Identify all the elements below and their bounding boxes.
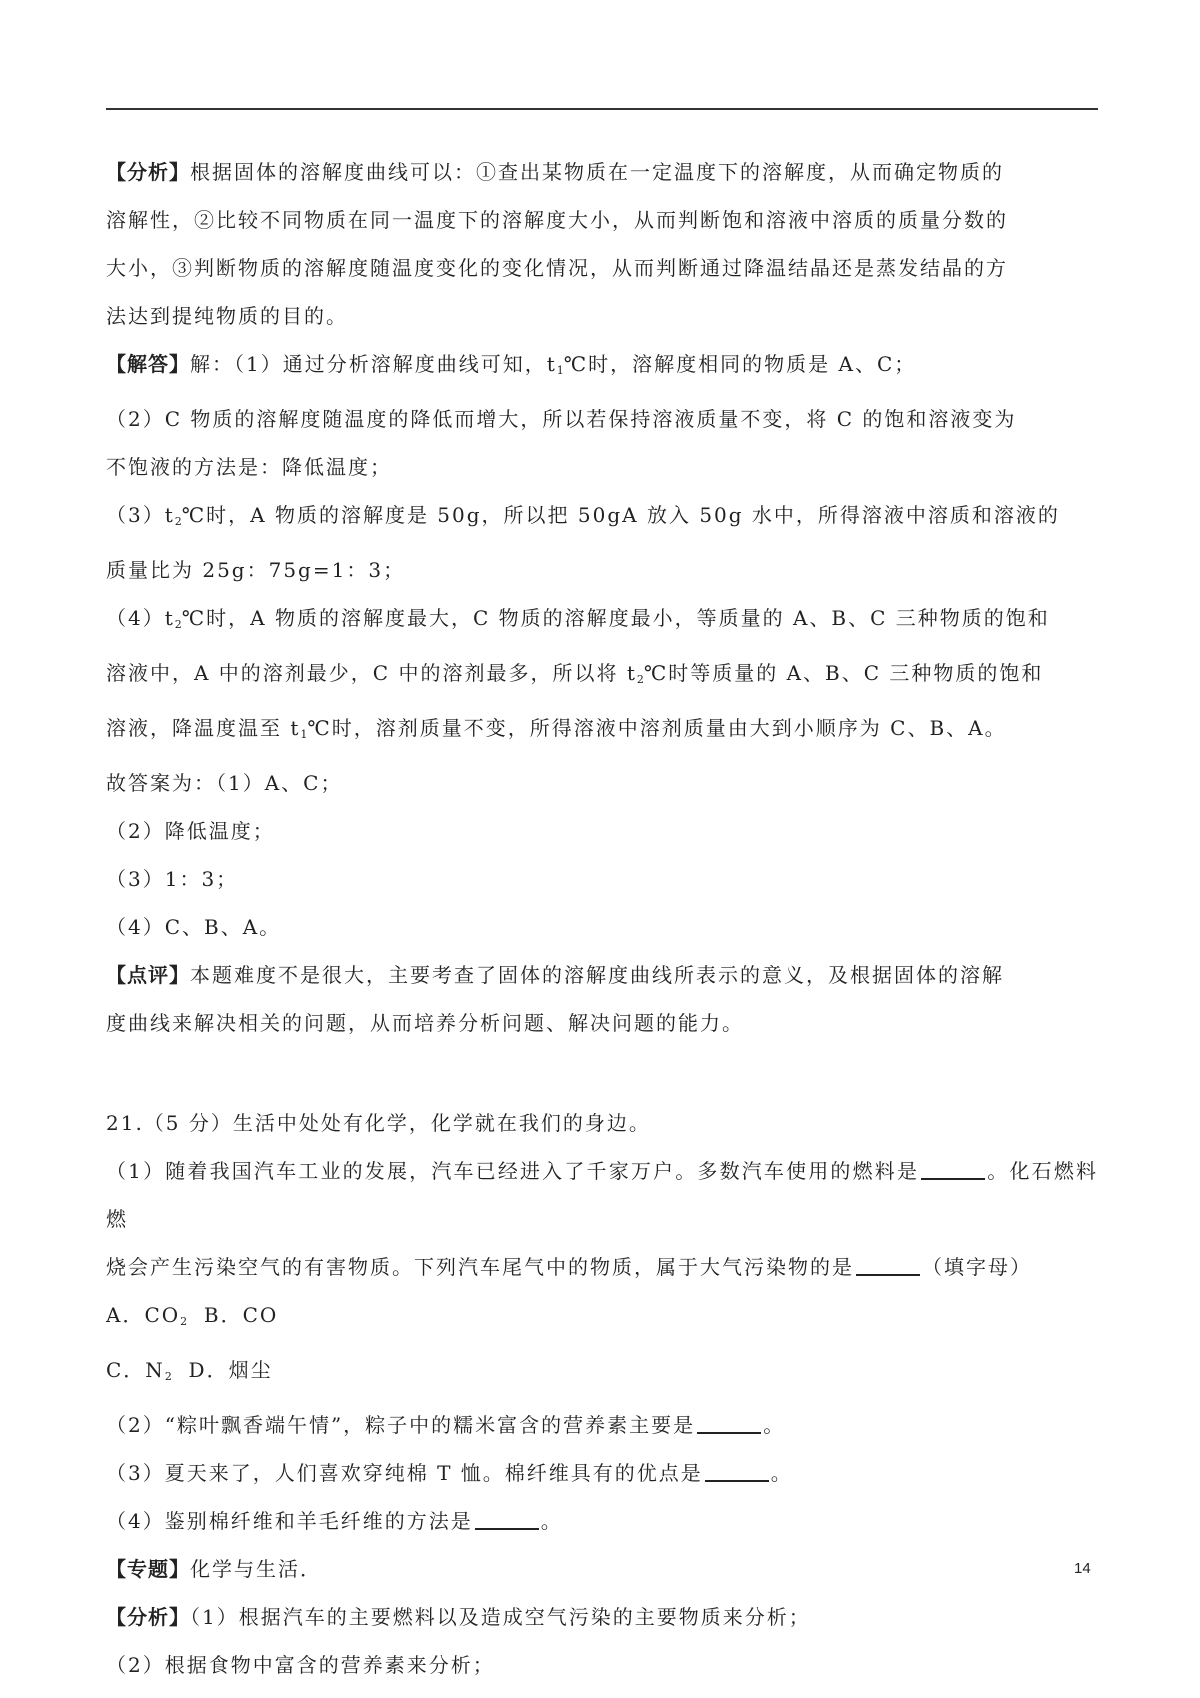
answer-tag: 【解答】 [106, 352, 190, 376]
comment-paragraph: 【点评】本题难度不是很大，主要考查了固体的溶解度曲线所表示的意义，及根据固体的溶解 [106, 963, 1004, 987]
option-b: B．CO [203, 1303, 279, 1327]
question-part-4: （4）鉴别棉纤维和羊毛纤维的方法是 。 [106, 1509, 563, 1533]
analysis-tag: 【分析】 [106, 160, 190, 184]
answer-blank [921, 1158, 985, 1180]
topic-paragraph: 【专题】化学与生活． [106, 1557, 322, 1581]
analysis-line: 根据固体的溶解度曲线可以：①查出某物质在一定温度下的溶解度，从而确定物质的 [190, 160, 1004, 184]
analysis-paragraph [106, 148, 1098, 196]
final-answer-line: （3）1：3； [106, 867, 239, 891]
question-title: 21.（5 分）生活中处处有化学，化学就在我们的身边。 [106, 1111, 651, 1135]
analysis2-paragraph: 【分析】（1）根据汽车的主要燃料以及造成空气污染的主要物质来分析； [106, 1605, 811, 1629]
answer-line: 溶液中，A 中的溶剂最少，C 中的溶剂最多，所以将 $t_2℃$时等质量的 A、B、C 三种物质的饱和 [106, 661, 1044, 686]
answer-line: 不饱液的方法是：降低温度； [106, 455, 392, 479]
question-part-2: （2）“粽叶飘香端午情”，粽子中的糯米富含的营养素主要是 。 [106, 1413, 786, 1437]
topic-tag: 【专题】 [106, 1557, 190, 1581]
answer-line: 质量比为 25g：75g=1：3； [106, 558, 406, 582]
section-gap [106, 1047, 1098, 1099]
analysis-line: 溶解性，②比较不同物质在同一温度下的溶解度大小，从而判断饱和溶液中溶质的质量分数的 [106, 208, 1008, 232]
option-d: D．烟尘 [188, 1358, 273, 1382]
answer-line: 溶液，降温度温至 $t_1℃$时，溶剂质量不变，所得溶液中溶剂质量由大到小顺序为 C、B、A。 [106, 716, 1007, 741]
document-body [106, 148, 1098, 1689]
analysis-line: 法达到提纯物质的目的。 [106, 304, 348, 328]
answer-paragraph: 【解答】解：（1）通过分析溶解度曲线可知，$t_1℃$时，溶解度相同的物质是 A、C； [106, 352, 917, 377]
option-a: A．$CO_2$ [106, 1303, 188, 1328]
answer-line: （2）C 物质的溶解度随温度的降低而增大，所以若保持溶液质量不变，将 C 的饱和溶液变为 [106, 407, 1017, 431]
question-part-1: （1）随着我国汽车工业的发展，汽车已经进入了千家万户。多数汽车使用的燃料是 。化石燃料燃 [106, 1159, 1098, 1231]
analysis2-line: （2）根据食物中富含的营养素来分析； [106, 1653, 495, 1677]
page-number: 14 [1074, 1560, 1091, 1577]
header-rule [106, 108, 1098, 110]
option-row [106, 1346, 1098, 1401]
option-row [106, 1291, 1098, 1346]
question-part-3: （3）夏天来了，人们喜欢穿纯棉 T 恤。棉纤维具有的优点是 。 [106, 1461, 793, 1485]
answer-blank [475, 1508, 539, 1530]
analysis-line: 大小，③判断物质的溶解度随温度变化的变化情况，从而判断通过降温结晶还是蒸发结晶的方 [106, 256, 1008, 280]
comment-line: 度曲线来解决相关的问题，从而培养分析问题、解决问题的能力。 [106, 1011, 744, 1035]
answer-blank [705, 1460, 769, 1482]
comment-tag: 【点评】 [106, 963, 190, 987]
answer-line: $(3)t_2℃$时，A 物质的溶解度是 50g，所以把 50gA 放入 50g 水中，所得溶液中溶质和溶液的 [106, 503, 1060, 528]
answer-blank [697, 1412, 761, 1434]
analysis2-tag: 【分析】 [106, 1605, 190, 1629]
answer-line: $(4)t_2℃$时，A 物质的溶解度最大，C 物质的溶解度最小，等质量的 A、B、C 三种物质的饱和 [106, 606, 1050, 631]
final-answer-line: （4）C、B、A。 [106, 915, 282, 939]
final-answer-line: 故答案为：（1）A、C； [106, 771, 343, 795]
final-answer-line: （2）降低温度； [106, 819, 275, 843]
answer-blank [856, 1254, 920, 1276]
option-c: C．$N_2$ [106, 1358, 172, 1383]
question-part-1-cont: 烧会产生污染空气的有害物质。下列汽车尾气中的物质，属于大气污染物的是 （填字母） [106, 1255, 1032, 1279]
